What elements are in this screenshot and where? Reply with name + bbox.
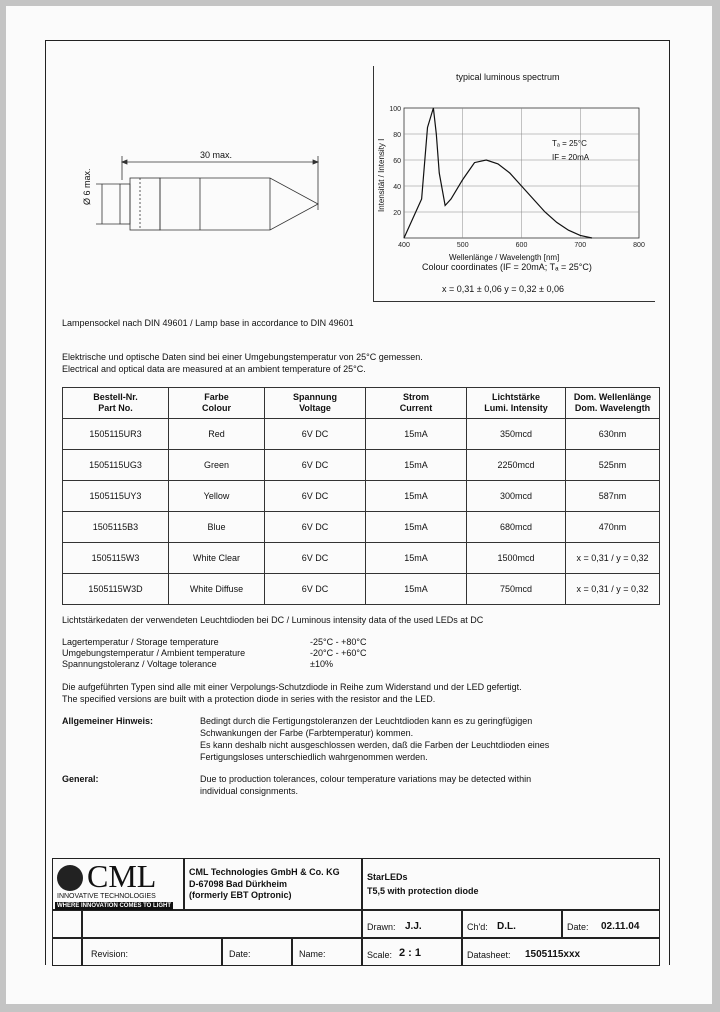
x-tick-label: 600 xyxy=(515,242,528,249)
x-tick-label: 800 xyxy=(633,242,645,249)
protection-note-en: The specified versions are built with a protection diode in series with the resistor and the LED. xyxy=(62,694,436,704)
checked-cell xyxy=(462,910,562,938)
general-label: General: xyxy=(62,774,99,784)
table-row xyxy=(63,574,660,605)
hint-label: Allgemeiner Hinweis: xyxy=(62,716,154,726)
drawn-cell xyxy=(362,910,462,938)
product-family: StarLEDs xyxy=(367,872,408,882)
if-label: IF = 20mA xyxy=(552,153,590,162)
logo-tagline: WHERE INNOVATION COMES TO LIGHT xyxy=(57,903,171,909)
led-data-table xyxy=(62,387,660,605)
y-axis-label: Intensität / Intensity I xyxy=(377,138,386,212)
datasheet-cell xyxy=(462,938,660,966)
table-row xyxy=(63,419,660,450)
company-former: (formerly EBT Optronic) xyxy=(189,890,292,900)
scale-value: 2 : 1 xyxy=(399,947,422,959)
page-frame xyxy=(45,40,46,965)
col-colour: Farbe Colour xyxy=(169,388,265,419)
drawn-label: Drawn: xyxy=(367,922,396,932)
voltage: 6V DC xyxy=(265,574,366,605)
spec-label: Spannungstoleranz / Voltage tolerance xyxy=(62,659,217,669)
intensity: 350mcd xyxy=(467,419,566,450)
colour: Yellow xyxy=(169,481,265,512)
current: 15mA xyxy=(366,512,467,543)
company-name: CML Technologies GmbH & Co. KG xyxy=(189,867,340,877)
colour: Blue xyxy=(169,512,265,543)
date-label: Date: xyxy=(567,922,589,932)
voltage: 6V DC xyxy=(265,419,366,450)
drawn-value: J.J. xyxy=(405,921,422,932)
x-tick-label: 500 xyxy=(456,242,469,249)
cml-logo-icon xyxy=(57,865,83,891)
intensity: 750mcd xyxy=(467,574,566,605)
spec-value: -25°C - +80°C xyxy=(310,637,367,647)
title-block xyxy=(52,858,660,966)
scale-label: Scale: xyxy=(367,950,393,960)
intensity: 2250mcd xyxy=(467,450,566,481)
part-no: 1505115UG3 xyxy=(63,450,169,481)
colour: White Diffuse xyxy=(169,574,265,605)
protection-note-de: Die aufgeführten Typen sind alle mit einer Verpolungs-Schutzdiode in Reihe zum Widerstand und der LED gefertigt. xyxy=(62,682,522,692)
y-tick-label: 80 xyxy=(393,132,401,139)
wavelength: 587nm xyxy=(566,481,660,512)
scale-cell xyxy=(362,938,462,966)
blank-cell xyxy=(82,910,362,938)
part-no: 1505115B3 xyxy=(63,512,169,543)
logo-text: CML xyxy=(87,858,157,894)
checked-label: Ch'd: xyxy=(467,922,488,932)
table-header-row xyxy=(63,388,660,419)
lamp-base-note: Lampensockel nach DIN 49601 / Lamp base in accordance to DIN 49601 xyxy=(62,318,354,328)
hint-line: Fertigungsloses unterschiedlich wahrgenommen werden. xyxy=(200,752,428,762)
diameter-dimension: Ø 6 max. xyxy=(82,168,92,205)
general-line: individual consignments. xyxy=(200,786,299,796)
part-no: 1505115UR3 xyxy=(63,419,169,450)
datasheet-value: 1505115xxx xyxy=(525,949,581,960)
logo-subtitle: INNOVATIVE TECHNOLOGIES xyxy=(57,893,156,900)
hint-line: Bedingt durch die Fertigungstoleranzen der Leuchtdioden kann es zu geringfügigen xyxy=(200,716,533,726)
current: 15mA xyxy=(366,450,467,481)
current: 15mA xyxy=(366,574,467,605)
xy-values: x = 0,31 ± 0,06 y = 0,32 ± 0,06 xyxy=(442,284,564,294)
current: 15mA xyxy=(366,419,467,450)
col-part-no: Bestell-Nr. Part No. xyxy=(63,388,169,419)
date-cell xyxy=(562,910,660,938)
spec-label: Umgebungstemperatur / Ambient temperature xyxy=(62,648,246,658)
col-intensity: Lichtstärke Lumi. Intensity xyxy=(467,388,566,419)
table-row xyxy=(63,481,660,512)
general-line: Due to production tolerances, colour temperature variations may be detected within xyxy=(200,774,532,784)
length-dimension: 30 max. xyxy=(200,150,233,160)
part-no: 1505115W3 xyxy=(63,543,169,574)
product-cell xyxy=(362,858,660,910)
y-tick-label: 20 xyxy=(393,210,401,217)
spec-value: ±10% xyxy=(310,659,333,669)
col-current: Strom Current xyxy=(366,388,467,419)
ta-label: Tₐ = 25°C xyxy=(552,139,587,148)
name-cell xyxy=(292,938,362,966)
table-row xyxy=(63,450,660,481)
y-tick-label: 100 xyxy=(389,106,401,113)
current: 15mA xyxy=(366,543,467,574)
company-address: D-67098 Bad Dürkheim xyxy=(189,879,288,889)
spec-value: -20°C - +60°C xyxy=(310,648,367,658)
checked-value: D.L. xyxy=(497,921,516,932)
ambient-note-de: Elektrische und optische Daten sind bei einer Umgebungstemperatur von 25°C gemessen. xyxy=(62,352,423,362)
wavelength: x = 0,31 / y = 0,32 xyxy=(566,574,660,605)
page-frame-top xyxy=(45,40,670,41)
colour: Red xyxy=(169,419,265,450)
hint-line: Schwankungen der Farbe (Farbtemperatur) kommen. xyxy=(200,728,414,738)
col-wavelength: Dom. Wellenlänge Dom. Wavelength xyxy=(566,388,660,419)
table-row xyxy=(63,512,660,543)
x-tick-label: 400 xyxy=(398,242,410,249)
date-value: 02.11.04 xyxy=(601,921,640,932)
spectrum-title: typical luminous spectrum xyxy=(456,72,560,82)
revision-cell xyxy=(82,938,222,966)
ambient-note-en: Electrical and optical data are measured at an ambient temperature of 25°C. xyxy=(62,364,366,374)
blank-cell xyxy=(52,910,82,938)
company-cell xyxy=(184,858,362,910)
x-axis-label: Wellenlänge / Wavelength [nm] xyxy=(449,253,560,262)
y-tick-label: 60 xyxy=(393,158,401,165)
colour: White Clear xyxy=(169,543,265,574)
current: 15mA xyxy=(366,481,467,512)
table-row xyxy=(63,543,660,574)
voltage: 6V DC xyxy=(265,512,366,543)
intensity: 680mcd xyxy=(467,512,566,543)
revision-label: Revision: xyxy=(91,949,129,959)
x-tick-label: 700 xyxy=(574,242,587,249)
hint-line: Es kann deshalb nicht ausgeschlossen werden, daß die Farben der Leuchtdioden eines xyxy=(200,740,550,750)
wavelength: 470nm xyxy=(566,512,660,543)
logo-cell xyxy=(52,858,184,910)
page-frame-right xyxy=(669,40,670,965)
y-tick-label: 40 xyxy=(393,184,401,191)
wavelength: 630nm xyxy=(566,419,660,450)
colour: Green xyxy=(169,450,265,481)
spectrum-chart xyxy=(373,66,655,302)
luminous-intensity-note: Lichtstärkedaten der verwendeten Leuchtdioden bei DC / Luminous intensity data of the used LEDs at DC xyxy=(62,615,484,625)
product-name: T5,5 with protection diode xyxy=(367,886,479,896)
spec-label: Lagertemperatur / Storage temperature xyxy=(62,637,219,647)
colour-coordinates: Colour coordinates (IF = 20mA; Tₐ = 25°C) xyxy=(422,262,592,272)
voltage: 6V DC xyxy=(265,543,366,574)
wavelength: 525nm xyxy=(566,450,660,481)
voltage: 6V DC xyxy=(265,450,366,481)
blank-cell xyxy=(52,938,82,966)
voltage: 6V DC xyxy=(265,481,366,512)
rev-date-cell xyxy=(222,938,292,966)
datasheet-label: Datasheet: xyxy=(467,950,511,960)
rev-date-label: Date: xyxy=(229,949,251,959)
part-no: 1505115W3D xyxy=(63,574,169,605)
intensity: 1500mcd xyxy=(467,543,566,574)
name-label: Name: xyxy=(299,949,326,959)
part-no: 1505115UY3 xyxy=(63,481,169,512)
wavelength: x = 0,31 / y = 0,32 xyxy=(566,543,660,574)
intensity: 300mcd xyxy=(467,481,566,512)
col-voltage: Spannung Voltage xyxy=(265,388,366,419)
spectrum-line xyxy=(404,108,592,238)
